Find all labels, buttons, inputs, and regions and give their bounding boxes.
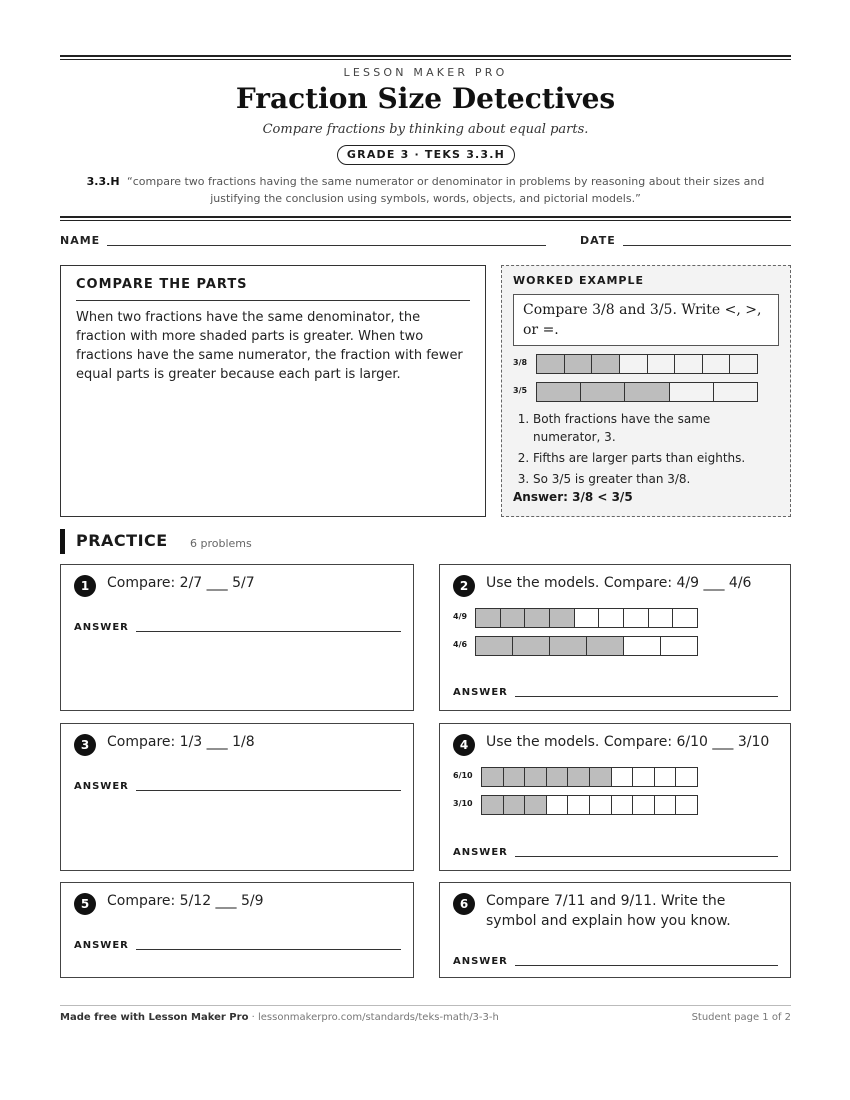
shaded-part <box>525 768 547 786</box>
unshaded-part <box>676 768 697 786</box>
unshaded-part <box>676 796 697 814</box>
fraction-model-bar <box>475 608 698 628</box>
worked-example-question: Compare 3/8 and 3/5. Write <, >, or =. <box>513 294 779 346</box>
shaded-part <box>525 796 547 814</box>
unshaded-part <box>730 355 757 373</box>
answer-label: ANSWER <box>74 781 129 792</box>
problem-number-badge: 3 <box>74 734 96 756</box>
worked-example-box <box>501 265 791 517</box>
top-double-rule <box>60 55 791 60</box>
answer-field[interactable] <box>515 696 778 697</box>
footer-credit <box>60 1012 499 1023</box>
shaded-part <box>625 383 669 401</box>
problem-prompt: Compare 7/11 and 9/11. Write the symbol and explain how you know. <box>486 893 731 929</box>
practice-accent-bar <box>60 529 65 554</box>
footer-rule <box>60 1005 791 1006</box>
unshaded-part <box>703 355 731 373</box>
fraction-model-bar <box>481 795 698 815</box>
fraction-model-label: 3/5 <box>513 386 528 395</box>
practice-heading: PRACTICE <box>76 531 168 550</box>
unshaded-part <box>568 796 590 814</box>
answer-label: ANSWER <box>74 940 129 951</box>
standard-statement <box>60 173 791 207</box>
problem-number-badge: 5 <box>74 893 96 915</box>
unshaded-part <box>612 796 634 814</box>
name-label: NAME <box>60 234 101 247</box>
shaded-part <box>565 355 593 373</box>
answer-label: ANSWER <box>74 622 129 633</box>
unshaded-part <box>649 609 674 627</box>
compare-parts-box <box>60 265 486 517</box>
shaded-part <box>568 768 590 786</box>
shaded-part <box>525 609 550 627</box>
unshaded-part <box>661 637 697 655</box>
shaded-part <box>581 383 625 401</box>
footer-made-with: Made free with Lesson Maker Pro <box>60 1012 249 1023</box>
unshaded-part <box>675 355 703 373</box>
unshaded-part <box>624 637 661 655</box>
standard-text: “compare two fractions having the same numerator or denominator in problems by reasoning about their sizes and justifying the conclusion using symbols, words, objects, and pictorial models.” <box>127 175 765 205</box>
unshaded-part <box>599 609 624 627</box>
shaded-part <box>550 637 587 655</box>
answer-label: ANSWER <box>453 847 508 858</box>
answer-field[interactable] <box>136 631 401 632</box>
date-field[interactable] <box>623 245 791 246</box>
problem-card-2 <box>439 564 791 711</box>
shaded-part <box>501 609 526 627</box>
unshaded-part <box>655 796 677 814</box>
compare-parts-heading: COMPARE THE PARTS <box>76 277 470 301</box>
shaded-part <box>587 637 624 655</box>
grade-badge: GRADE 3 · TEKS 3.3.H <box>337 145 515 165</box>
problem-card-5 <box>60 882 414 978</box>
shaded-part <box>537 383 581 401</box>
problem-prompt: Use the models. Compare: 6/10 ___ 3/10 <box>486 734 770 750</box>
step-item: 1. Both fractions have the same numerator, 3. <box>533 410 781 446</box>
shaded-part <box>550 609 575 627</box>
name-field[interactable] <box>107 245 546 246</box>
answer-field[interactable] <box>136 790 401 791</box>
worked-example-heading: WORKED EXAMPLE <box>513 274 644 287</box>
footer-url[interactable]: · lessonmakerpro.com/standards/teks-math/3-3-h <box>251 1012 499 1023</box>
practice-count: 6 problems <box>190 537 252 550</box>
problem-number-badge: 1 <box>74 575 96 597</box>
shaded-part <box>504 796 526 814</box>
unshaded-part <box>612 768 634 786</box>
fraction-model-bar <box>481 767 698 787</box>
unshaded-part <box>648 355 676 373</box>
shaded-part <box>504 768 526 786</box>
fraction-model-bar <box>536 382 758 402</box>
fraction-model-label: 3/10 <box>453 799 473 808</box>
fraction-model-label: 4/6 <box>453 640 468 649</box>
compare-parts-text: When two fractions have the same denominator, the fraction with more shaded parts is greater. When two fractions have the same numerator, the fraction with fewer equal parts is greater because each part is larger. <box>76 310 463 382</box>
unshaded-part <box>590 796 612 814</box>
page-title: Fraction Size Detectives <box>235 82 616 115</box>
shaded-part <box>547 768 569 786</box>
problem-card-6 <box>439 882 791 978</box>
shaded-part <box>590 768 612 786</box>
answer-field[interactable] <box>136 949 401 950</box>
shaded-part <box>592 355 620 373</box>
problem-card-1 <box>60 564 414 711</box>
shaded-part <box>476 609 501 627</box>
step-item: 3. So 3/5 is greater than 3/8. <box>533 470 781 488</box>
problem-prompt: Compare: 1/3 ___ 1/8 <box>107 734 255 750</box>
worked-example-steps <box>513 410 781 491</box>
problem-card-4 <box>439 723 791 871</box>
fraction-model-bar <box>536 354 758 374</box>
unshaded-part <box>655 768 677 786</box>
shaded-part <box>482 796 504 814</box>
problem-number-badge: 6 <box>453 893 475 915</box>
fraction-model-label: 3/8 <box>513 358 528 367</box>
problem-prompt: Compare: 5/12 ___ 5/9 <box>107 893 264 909</box>
standard-code: 3.3.H <box>86 175 120 188</box>
problem-number-badge: 4 <box>453 734 475 756</box>
unshaded-part <box>633 796 655 814</box>
unshaded-part <box>620 355 648 373</box>
problem-prompt: Use the models. Compare: 4/9 ___ 4/6 <box>486 575 752 591</box>
header-double-rule <box>60 216 791 221</box>
date-label: DATE <box>580 234 616 247</box>
answer-field[interactable] <box>515 965 778 966</box>
unshaded-part <box>575 609 600 627</box>
problem-number-badge: 2 <box>453 575 475 597</box>
shaded-part <box>476 637 513 655</box>
brand-name: LESSON MAKER PRO <box>343 66 508 79</box>
step-item: 2. Fifths are larger parts than eighths. <box>533 449 781 467</box>
answer-label: ANSWER <box>453 956 508 967</box>
unshaded-part <box>624 609 649 627</box>
worksheet-page <box>60 0 791 1100</box>
shaded-part <box>537 355 565 373</box>
shaded-part <box>482 768 504 786</box>
footer-page-number: Student page 1 of 2 <box>691 1012 791 1023</box>
page-subtitle: Compare fractions by thinking about equal parts. <box>262 122 589 137</box>
unshaded-part <box>673 609 697 627</box>
unshaded-part <box>714 383 757 401</box>
unshaded-part <box>547 796 569 814</box>
problem-prompt: Compare: 2/7 ___ 5/7 <box>107 575 255 591</box>
fraction-model-bar <box>475 636 698 656</box>
worked-example-answer: Answer: 3/8 < 3/5 <box>513 490 633 504</box>
problem-card-3 <box>60 723 414 871</box>
answer-field[interactable] <box>515 856 778 857</box>
fraction-model-label: 6/10 <box>453 771 473 780</box>
unshaded-part <box>670 383 714 401</box>
unshaded-part <box>633 768 655 786</box>
shaded-part <box>513 637 550 655</box>
fraction-model-label: 4/9 <box>453 612 468 621</box>
answer-label: ANSWER <box>453 687 508 698</box>
